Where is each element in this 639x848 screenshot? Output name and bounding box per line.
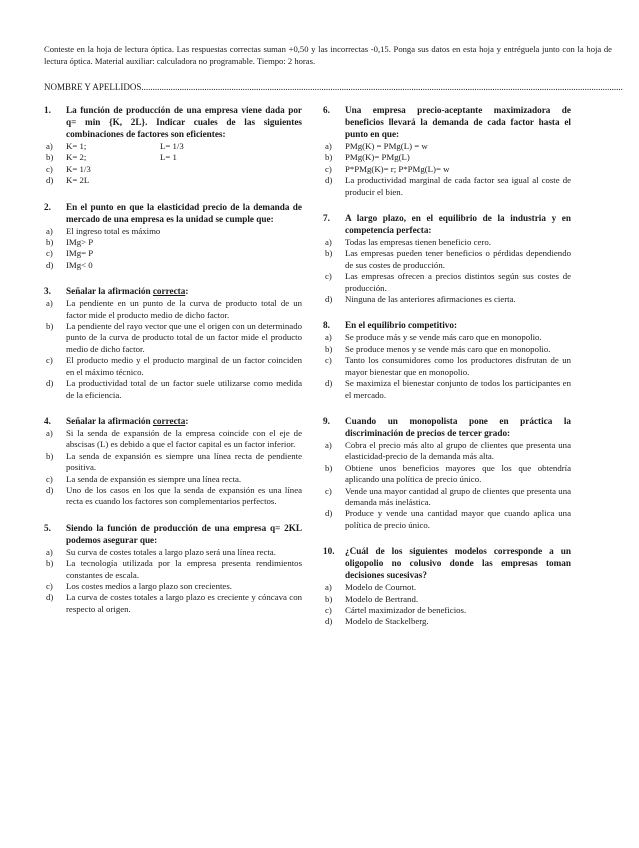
option-c: c) K= 1/3	[46, 163, 91, 174]
option-a: a) Si la senda de expansión de la empresa coincide con el eje de abscisas (L) es debido a que el factor capital es un factor inferior.	[46, 427, 302, 450]
question-stem: Señalar la afirmación correcta:	[66, 415, 189, 426]
option-b: b) La tecnología utilizada por la empresa presenta rendimientos constantes de escala.	[46, 558, 302, 580]
name-field-line	[44, 81, 623, 93]
options-list	[323, 582, 571, 628]
option-c: c) Vende una mayor cantidad al grupo de clientes que presenta una demanda más inelástica.	[325, 485, 571, 507]
options-list	[44, 547, 302, 615]
options-list	[323, 332, 571, 400]
option-c: c) La senda de expansión es siempre una línea recta.	[46, 473, 242, 484]
option-c: c) Cártel maximizador de beneficios.	[325, 604, 467, 615]
option-d: d) La productividad marginal de cada factor sea igual al coste de producir el bien.	[325, 175, 571, 197]
question-4	[44, 415, 302, 508]
option-c: c) Los costes medios a largo plazo son crecientes.	[46, 580, 232, 591]
option-b: b) Obtiene unos beneficios mayores que los que obtendría aplicando una política de precio único.	[325, 462, 571, 485]
option-d: d) K= 2L	[46, 175, 90, 186]
options-list	[44, 298, 302, 401]
options-list	[44, 141, 302, 187]
option-d: d) Uno de los casos en los que la senda de expansión es una línea recta es cuando los factores son complementarios perfectos.	[46, 484, 302, 507]
question-number: 5.	[44, 522, 51, 533]
option-b: b) PMg(K)= PMg(L)	[325, 152, 410, 163]
option-a: a) Su curva de costes totales a largo plazo será una línea recta.	[46, 546, 276, 557]
question-stem: En el punto en que la elasticidad precio de la demanda de mercado de una empresa es la unidad se cumple que:	[66, 201, 302, 224]
option-d: d) IMg< 0	[46, 259, 93, 270]
option-a: a) Se produce más y se vende más caro que en monopolio.	[325, 332, 542, 343]
question-8	[323, 319, 571, 400]
option-d: d) Se maximiza el bienestar conjunto de todos los participantes en el mercado.	[325, 378, 571, 400]
question-1	[44, 104, 302, 187]
option-d: d) Modelo de Stackelberg.	[325, 616, 429, 627]
option-b: b) La senda de expansión es siempre una línea recta de pendiente positiva.	[46, 450, 302, 473]
question-stem: Una empresa precio-aceptante maximizadora de beneficios llevará la demanda de cada factor hasta el punto en que:	[345, 105, 571, 139]
question-stem: Siendo la función de producción de una empresa q= 2KL podemos asegurar que:	[66, 522, 302, 545]
option-d: d) Ninguna de las anteriores afirmaciones es cierta.	[325, 294, 516, 305]
question-5	[44, 522, 302, 615]
question-number: 10.	[323, 546, 335, 557]
option-c: c) P*PMg(K)= r; P*PMg(L)= w	[325, 163, 450, 174]
question-stem: En el equilibrio competitivo:	[345, 320, 458, 331]
option-b: b) Modelo de Bertrand.	[325, 593, 419, 604]
option-d: d) Produce y vende una cantidad mayor que cuando aplica una política de precio único.	[325, 508, 571, 530]
option-b: b) K= 2; L= 1	[46, 152, 177, 163]
question-6	[323, 104, 571, 198]
option-a: a) Modelo de Cournot.	[325, 582, 417, 593]
option-b: b) La pendiente del rayo vector que une el origen con un determinado punto de la curva de producto total de un factor mide el producto medio de dicho factor.	[46, 321, 302, 354]
option-b: b) IMg> P	[46, 237, 94, 248]
question-stem: Señalar la afirmación correcta:	[66, 286, 189, 297]
options-list	[44, 428, 302, 508]
option-a: a) K= 1; L= 1/3	[46, 141, 184, 151]
options-list	[323, 237, 571, 305]
option-b: b) Se produce menos y se vende más caro que en monopolio.	[325, 343, 551, 354]
option-d: d) La curva de costes totales a largo plazo es creciente y cóncava con respecto al origen.	[46, 592, 302, 614]
option-d: d) La productividad total de un factor suele utilizarse como medida de la eficiencia.	[46, 378, 302, 400]
question-2	[44, 201, 302, 272]
option-a: a) Cobra el precio más alto al grupo de clientes que presenta una elasticidad-precio de la demanda más alta.	[325, 439, 571, 462]
option-c: c) Las empresas ofrecen a precios distintos según sus costes de producción.	[325, 271, 571, 293]
question-number: 3.	[44, 286, 51, 297]
option-a: a) Todas las empresas tienen beneficio cero.	[325, 237, 491, 248]
question-number: 2.	[44, 201, 51, 212]
question-number: 7.	[323, 213, 330, 224]
option-a: a) El ingreso total es máximo	[46, 225, 161, 236]
question-10	[323, 545, 571, 628]
option-c: c) Tanto los consumidores como los productores disfrutan de un mayor bienestar que en monopolio.	[325, 355, 571, 377]
options-list	[323, 440, 571, 531]
question-stem: La función de producción de una empresa viene dada por q= min {K, 2L}. Indicar cuales de las siguientes combinaciones de factores son eficientes:	[66, 105, 302, 139]
option-b: b) Las empresas pueden tener beneficios o pérdidas dependiendo de sus costes de producción.	[325, 248, 571, 270]
question-3	[44, 285, 302, 401]
question-number: 9.	[323, 415, 330, 426]
question-7	[323, 212, 571, 305]
options-list	[44, 226, 302, 272]
question-number: 1.	[44, 105, 51, 115]
name-label: NOMBRE Y APELLIDOS	[44, 82, 142, 92]
option-c: c) IMg= P	[46, 248, 94, 259]
option-c: c) El producto medio y el producto marginal de un factor coinciden en el máximo técnico.	[46, 355, 302, 377]
option-a: a) La pendiente en un punto de la curva de producto total de un factor mide el producto medio de dicho factor.	[46, 298, 302, 320]
question-number: 8.	[323, 320, 330, 331]
question-stem: Cuando un monopolista pone en práctica la discriminación de precios de tercer grado:	[345, 415, 571, 438]
question-stem: A largo plazo, en el equilibrio de la industria y en competencia perfecta:	[345, 213, 571, 236]
question-number: 6.	[323, 105, 330, 115]
question-9	[323, 415, 571, 531]
right-column	[323, 104, 571, 628]
name-dotted-line: ......................................................................................................................................................................................................................	[141, 82, 623, 92]
option-a: a) PMg(K) = PMg(L) = w	[325, 141, 428, 151]
options-list	[323, 141, 571, 198]
question-number: 4.	[44, 415, 51, 426]
left-column	[44, 104, 302, 615]
question-stem: ¿Cuál de los siguientes modelos corresponde a un oligopolio no colusivo donde las empresas toman decisiones sucesivas?	[345, 546, 571, 581]
exam-instructions: Conteste en la hoja de lectura óptica. Las respuestas correctas suman +0,50 y las incorrectas -0,15. Ponga sus datos en esta hoja y entréguela junto con la hoja de lectura óptica. Material auxiliar: calculadora no programable. Tiempo: 2 horas.	[44, 44, 612, 66]
